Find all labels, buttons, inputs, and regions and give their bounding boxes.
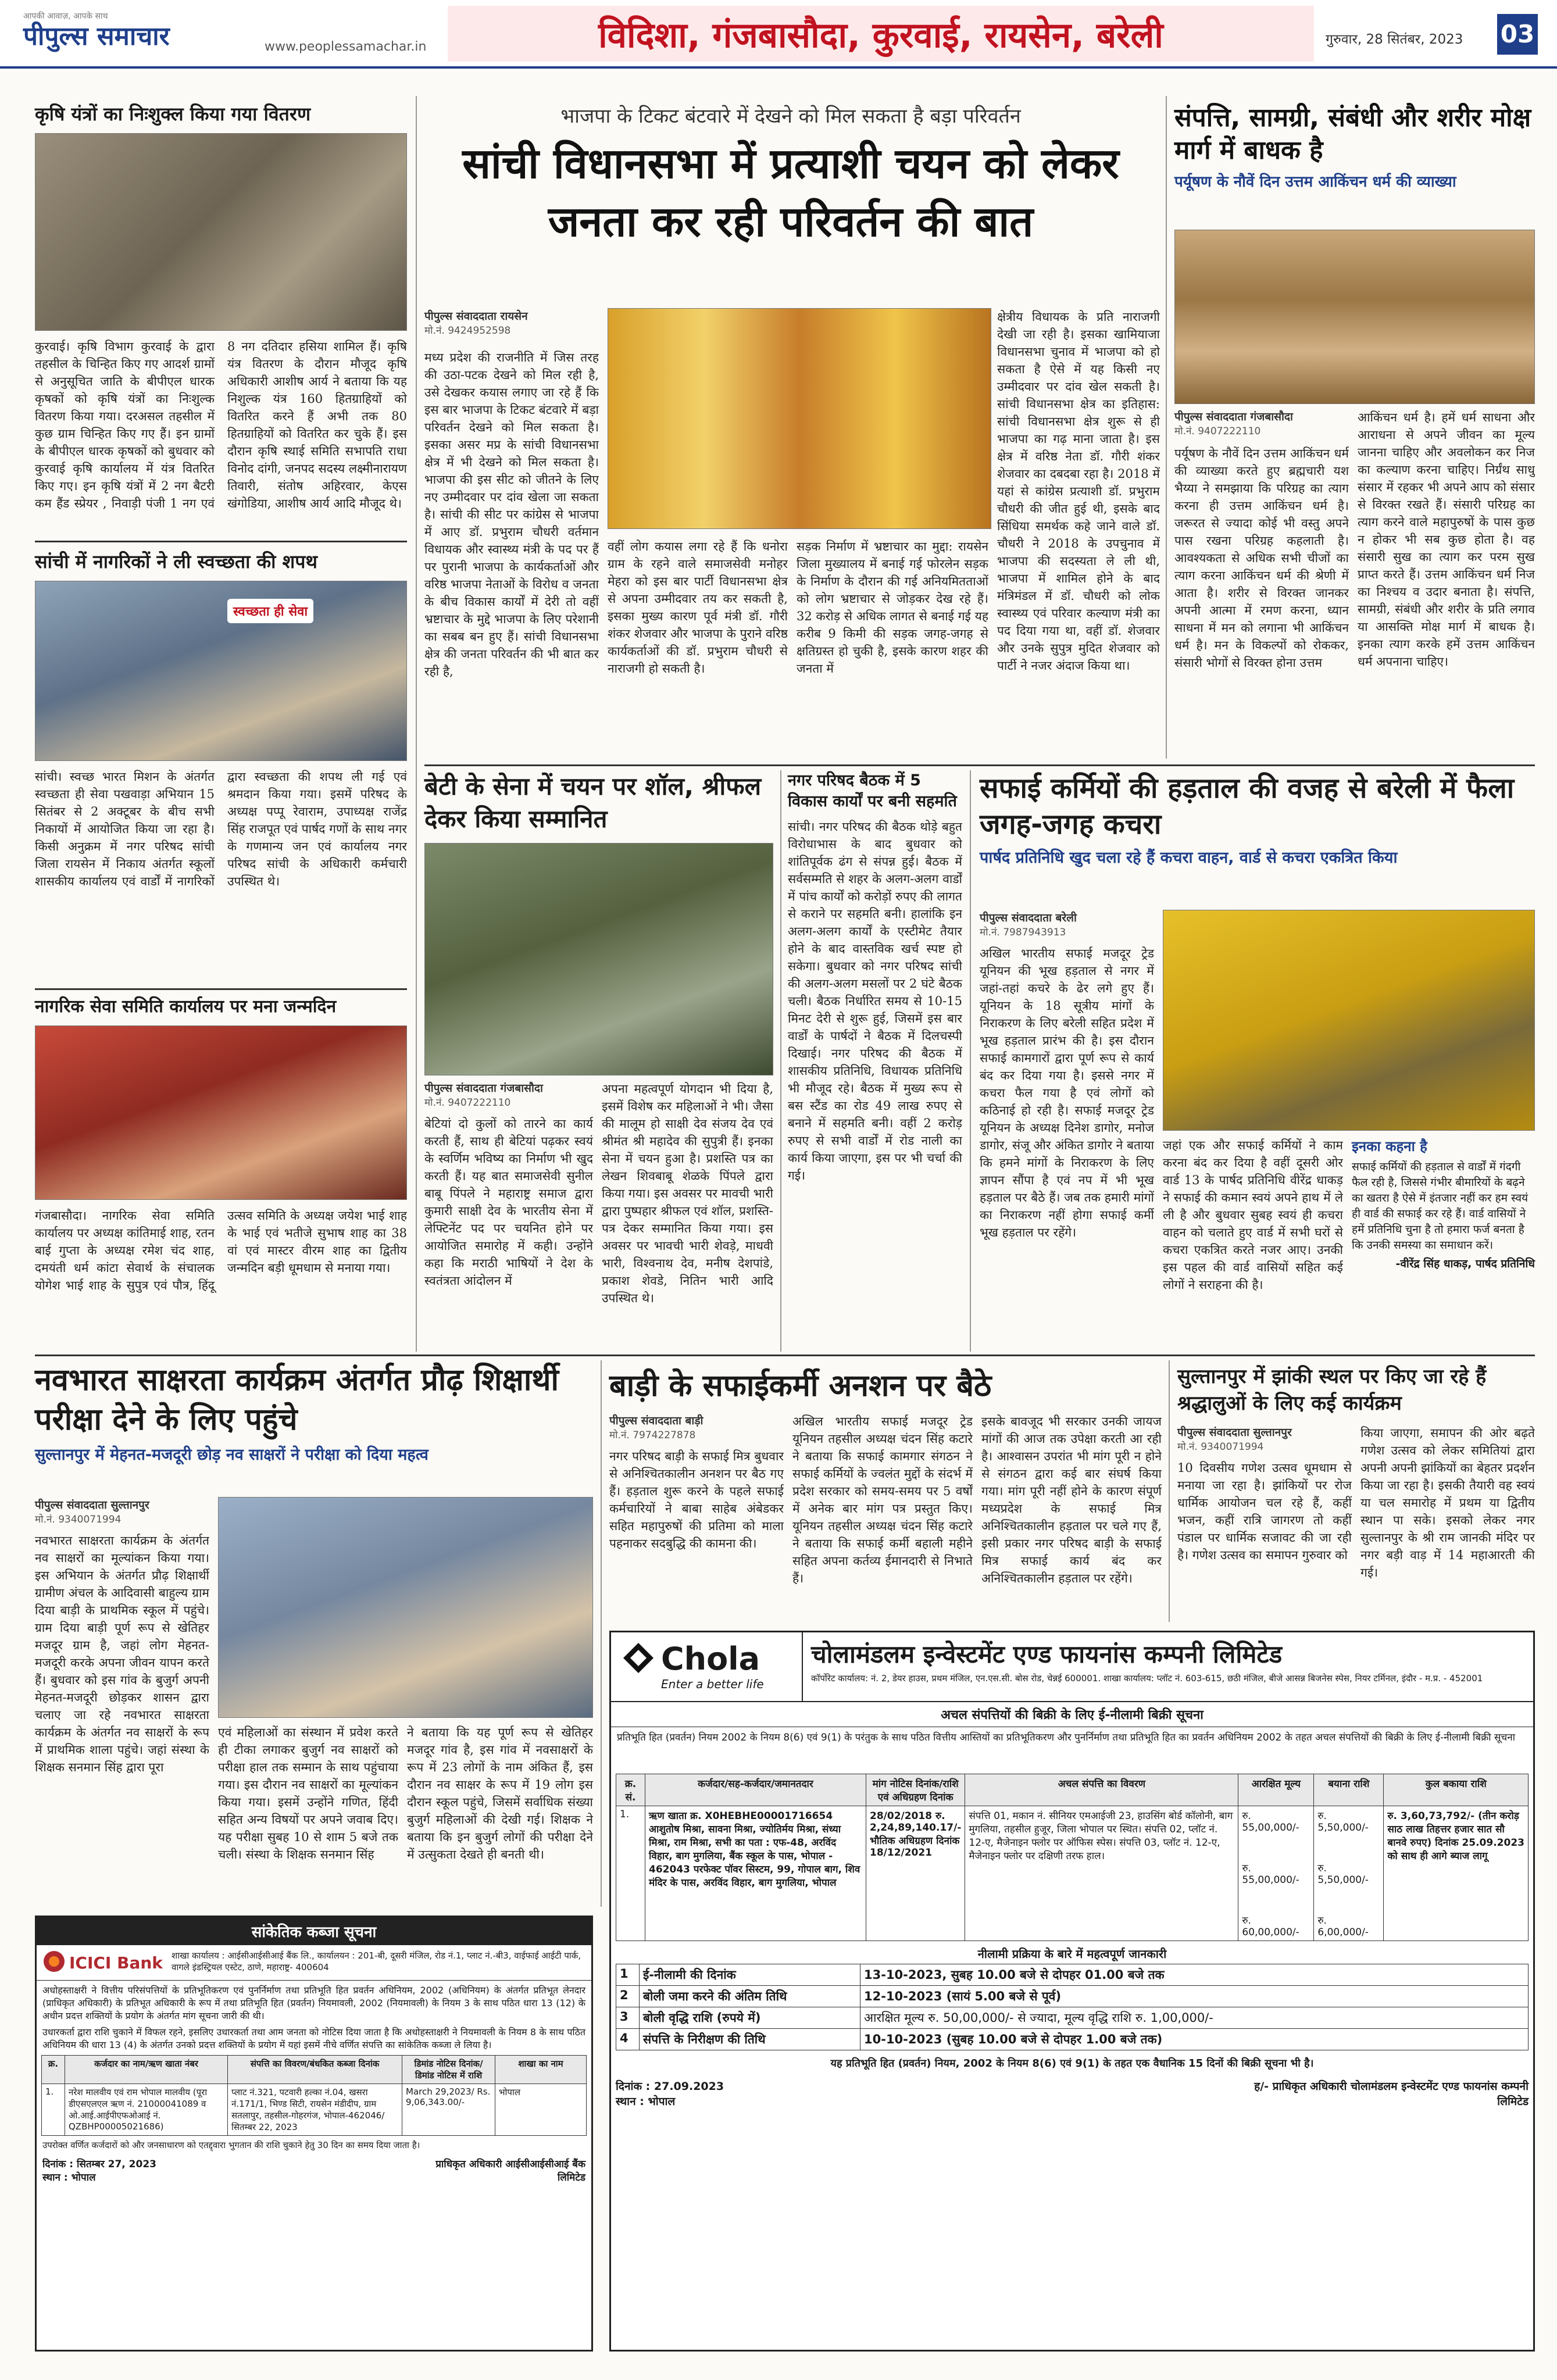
earnest-money: रु. 5,50,000/- [1317,1810,1369,1834]
sanchi-kicker: भाजपा के टिकट बंटवारे में देखने को मिल सकता है बड़ा परिवर्तन [560,105,1021,128]
story-janmadin-body: गंजबासौदा। नागरिक सेवा समिति कार्यालय पर अध्यक्ष कांतिमाई शाह, रतन बाई गुप्ता के अध्यक्ष रमेश चंद शाह, दमयंती धर्म कांटा सेवार्थ के संचालक योगेश भाई शाह के सुपुत्र एवं पौत्र, हिंदू उत्सव समिति के अध्यक्ष जयेश भाई शाह के भाई एवं भतीजे सुभाष शाह का 38 वां एवं मास्टर वीरम शाह का द्वितीय जन्मदिन बड़ी धूमधाम से मनाया गया। [35,1209,407,1292]
jhanki-col1: 10 दिवसीय गणेश उत्सव धूमधाम से मनाया जा रहा है। झांकियों पर रोज धार्मिक आयोजन चल रहे हैं, कहीं भजन, कहीं रात्रि जागरण तो कहीं पंडाल पर धार्मिक सजावट की जा रही है। गणेश उत्सव का समापन गुरुवार को [1177,1461,1352,1562]
quote-box [1352,1137,1535,1271]
candidates-photo [608,308,991,529]
saksharta-mobile: मो.नं. 9340071994 [35,1514,122,1525]
story-moksh [1174,102,1535,191]
divider [35,988,407,990]
safai-byline-box [980,910,1154,938]
quote-text: सफाई कर्मियों की हड़ताल से वार्डों में गंदगी फैल रही है, जिससे गंभीर बीमारियों के बढ़ने का खतरा है ऐसे में इंतजार नहीं कर हम स्वयं ही वार्ड की सफाई कर रहे हैं। वार्ड वासियों ने हमें प्रतिनिधि चुना है तो हमारा फर्ज बनता है कि उनकी समस्या का समाधान करें। [1352,1160,1529,1252]
chola-auction-notice [609,1631,1535,2352]
icici-table [41,2055,587,2136]
quote-title: इनका कहना है [1352,1138,1427,1155]
table-cell [1314,1806,1384,1941]
page-number: 03 [1497,14,1538,55]
column-divider [601,1360,602,1907]
table-cell: 3 [616,2007,640,2029]
beti-headline: बेटी के सेना में चयन पर शॉल, श्रीफल देकर किया सम्मानित [424,772,762,833]
sanchi-col1: मध्य प्रदेश की राजनीति में जिस तरह की उठा-पटक देखने को मिल रही है, उसे देखकर कयास लगाए जा रहे हैं कि इस बार भाजपा के टिकट बंटवारे में बड़ा परिवर्तन देखने को मिल सकता है। इसका असर मप्र के सांची विधानसभा क्षेत्र में भी देखने को मिल सकता है। भाजपा की इस सीट को जीतने के लिए नए उम्मीदवार पर दांव खेला जा सकता है। सांची की सीट पर कांग्रेस से भाजपा में आए डॉ. प्रभुराम चौधरी वर्तमान विधायक और स्वास्थ्य मंत्री के पद पर हैं पर पुरानी भाजपा के कार्यकर्ताओं और वरिष्ठ भाजपा नेताओं के विरोध व जनता के बीच विकास कार्यों में देरी तो वहीं भ्रष्टाचार के मुद्दे भाजपा के लिए परेशानी का सबब बन हुए हैं। सांची विधानसभा क्षेत्र की जनता परिवर्तन की भी बात कर रही है, [424,351,599,678]
beti-photo [424,843,773,1075]
story-sanchi-swachh-body: सांची। स्वच्छ भारत मिशन के अंतर्गत स्वच्छता ही सेवा पखवाड़ा अभियान 15 सितंबर से 2 अक्टूबर के बीच सभी निकायों में आयोजित किया जा रहा है। किसी अनुक्रम में नगर परिषद सांची जिला रायसेन में निकाय अंतर्गत स्कूलों शासकीय कार्यालय एवं वार्डों में नागरिकों द्वारा स्वच्छता की शपथ ली गई एवं श्रमदान किया गया। इसमें परिषद के अध्यक्ष पप्पू रेवाराम, उपाध्यक्ष राजेंद्र सिंह राजपूत एवं पार्षद गणों के साथ नगर के गणमान्य जन एवं कार्यालय नगर परिषद सांची के अधिकारी कर्मचारी उपस्थित थे। [35,770,407,888]
table-cell: बोली जमा करने की अंतिम तिथि [640,1986,860,2007]
table-header: संपत्ति का विवरण/बंधकित कब्जा दिनांक [228,2056,402,2084]
story-safai [980,770,1535,867]
saksharta-col2: एवं महिलाओं का संस्थान में प्रवेश करते ही टीका लगाकर बुजुर्ग नव साक्षरों को परीक्षा हाल तक सम्मान के साथ पहुंचाया गया। इस दौरान नव साक्षरों का मूल्यांकन किया गया। इसमें उन्होंने गणित, हिंदी सहित अन्य विषयों पर अपने जवाब दिए। यह परीक्षा सुबह 10 से शाम 5 बजे तक चली। संस्था के शिक्षक सनमान सिंह [218,1725,398,1861]
masthead [0,0,1557,69]
table-cell: 13-10-2023, सुबह 10.00 बजे से दोपहर 01.00 बजे तक [860,1964,1529,1986]
temple-photo [1174,230,1535,404]
column-divider [1166,96,1167,759]
site-url[interactable]: www.peoplessamachar.in [265,40,427,54]
column-divider [1169,1360,1170,1622]
icici-bank-name: ICICI Bank [69,1953,163,1972]
moksh-col2: आकिंचन धर्म है। हमें धर्म साधना और आराधना से अपने जीवन का मूल्य जानना चाहिए और अवलोकन कर निज का कल्याण करना चाहिए। निर्ग्रंथ साधु संसार में रहकर भी अपने आप को संसार से विरक्त रखते हैं। संसारी परिग्रह का त्याग करने वाले महापुरुषों के पास कुछ न होकर भी सब कुछ होता है। वह संसारी सुख का त्याग कर परम सुख प्राप्त करते हैं। उत्तम आकिंचन धर्म निज का निश्चय व उदार बनाता है। संपत्ति, सामग्री, संबंधी और शरीर के प्रति लगाव या आसक्ति मोक्ष मार्ग में बाधक है। इनका त्याग करके हमें उत्तम आकिंचन धर्म अपनाना चाहिए। [1358,410,1535,669]
table-header: बयाना राशि [1314,1774,1384,1806]
bari-byline-box [609,1413,784,1441]
table-header: कर्जदार/सह-कर्जदार/जमानतदार [645,1774,866,1806]
story-janmadin [35,995,407,1349]
section-title-bar [448,6,1314,62]
story-krishi [35,102,407,547]
beti-byline: पीपुल्स संवाददाता गंजबासौदा [424,1082,543,1095]
table-header: अचल संपत्ति का विवरण [965,1774,1238,1806]
table-row [616,1806,1529,1941]
divider [35,1355,1535,1356]
chola-logo-icon [622,1641,655,1677]
column-divider [780,770,781,1352]
table-cell: ऋण खाता क्र. X0HEBHE00001716654 आशुतोष मिश्रा, सावना मिश्रा, ज्योतिर्मय मिश्रा, संध्या मिश्रा, राम मिश्रा, सभी का पता : एफ-48, अरविंद विहार, बाग मुगलिया, बैंक स्कूल के पास, भोपाल - 462043 परफेक्ट पॉवर सिस्टम, 99, गोपाल बाग, शिव मंदिर के पास, अरविंद विहार, बाग मुगलिया, भोपाल [645,1806,866,1941]
section-title: विदिशा, गंजबासौदा, कुरवाई, रायसेन, बरेली [598,15,1163,56]
logo-tagline: आपकी आवाज़, आपके साथ [23,12,108,21]
chola-place: स्थान : भोपाल [616,2095,676,2108]
table-row [42,2084,587,2136]
safai-col2: जहां एक और सफाई कर्मियों ने काम करना बंद कर दिया है वहीं दूसरी ओर वार्ड 13 के पार्षद प्रतिनिधि वीरेंद्र धाकड़ ने सफाई की कमान स्वयं अपने हाथ में ले ली है और बुधवार सुबह स्वयं ही कचरा वाहन को चलाते हुए वार्ड में सभी घरों से कचरा एकत्रित करते नजर आए। उनकी इस पहल की वार्ड वासियों सहित कई लोगों ने सराहना की है। [1163,1138,1343,1292]
table-cell: आरक्षित मूल्य रु. 50,00,000/- से ज्यादा, मूल्य वृद्धि राशि रु. 1,00,000/- [860,2007,1529,2029]
table-cell: नरेश मालवीय एवं राम भोपाल मालवीय (पूरा डीएसएलएल ऋण नं. 21000041089 व ओ.आई.आईपीएफओआई नं. QZBHP00005021686) [65,2084,228,2136]
table-header: शाखा का नाम [495,2056,587,2084]
story-krishi-headline: कृषि यंत्रों का निःशुक्ल किया गया वितरण [35,103,311,125]
krishi-photo [35,133,407,331]
saksharta-col3: ने बताया कि यह पूर्ण रूप से खेतिहर मजदूर गांव है, इस गांव में नवसाक्षरों के रूप में 23 लोगों के नाम अंकित हैं, इस दौरान नव साक्षर के रूप में 19 लोग इस दौरान स्कूल पहुंचे, जिसमें सर्वाधिक संख्या बुजुर्ग महिलाओं की देखी गई। शिक्षक ने बताया कि इन बुजुर्ग लोगों की परीक्षा देने में उत्सुकता देखते ही बनती थी। [407,1725,593,1861]
nagar-body: सांची। नगर परिषद की बैठक थोड़े बहुत विरोधाभास के बाद बुधवार को शांतिपूर्वक ढंग से संपन्न हुई। बैठक में सर्वसम्मति से शहर के अलग-अलग वार्डों में पांच कार्यों को करोड़ों रुपए की लागत से कराने पर सहमति बनी। हालांकि इन अलग-अलग कार्यों के एस्टीमेट तैयार होने के बाद वास्तविक खर्च स्पष्ट हो सकेगा। बुधवार को नगर परिषद सांची की अलग-अलग मसलों पर 2 घंटे बैठक चली। बैठक निर्धारित समय से 10-15 मिनट देरी से शुरू हुई, जिसमें इस बार वार्डों के पार्षदों ने बैठक में दिलचस्पी दिखाई। नगर परिषद की बैठक में शासकीय प्रतिनिधि, विधायक प्रतिनिधि भी मौजूद रहे। बैठक में मुख्य रूप से बस स्टैंड का रोड 49 लाख रुपए से बनाने में सहमति बनी। वहीं 2 करोड़ रुपए से सभी वार्डों में रोड नाली का कार्य किया जाएगा, इस पर भी चर्चा की गई। [788,820,962,1182]
moksh-mobile: मो.नं. 9407222110 [1174,426,1261,437]
icici-body: अधोहस्ताक्षरी ने वित्तीय परिसंपत्तियों के प्रतिभूतिकरण एवं पुनर्निर्माण तथा प्रतिभूति हित प्रवर्तन अधिनियम, 2002 (अधिनियम) के अंतर्गत प्रतिभूत लेनदार (प्राधिकृत अधिकारी) के प्रतिभूत अधिकारी के रूप में तथा प्रतिभूति हित (प्रवर्तन) नियमावली, 2002 (नियमावली) के नियम 3 के साथ पठित धारा 13 (12) के अधीन प्रदत्त शक्तियों के प्रयोग के अंतर्गत मांग सूचना जारी की थी। [42,1985,585,2021]
table-header: कुल बकाया राशि [1384,1774,1529,1806]
sanchi-byline: पीपुल्स संवाददाता रायसेन [424,310,528,323]
safai-col1: अखिल भारतीय सफाई मजदूर ट्रेड यूनियन की भूख हड़ताल से नगर में जहां-तहां कचरे के ढेर लगे हुए हैं। यूनियन के 18 सूत्रीय मांगों के निराकरण के लिए बरेली सहित प्रदेश में भूख हड़ताल प्रारंभ की है। इस दौरान सफाई कामगारों द्वारा पूर्ण रूप से कार्य बंद कर दिया गया है। इससे नगर में कचरा फैल गया है एवं लोगों को कठिनाई हो रही है। सफाई मजदूर ट्रेड यूनियन के अध्यक्ष दिनेश डागोर, मनोज डागोर, संजू और अंकित डागोर ने बताया कि हमने मांगों के निराकरण के लिए ज्ञापन सौंपा है एवं नप में भी भूख हड़ताल पर बैठे हैं। जब तक हमारी मांगों का निराकरण नहीं होगा सफाई कर्मी भूख हड़ताल पर रहेंगे। [980,946,1154,1239]
story-nagar [788,770,962,1312]
story-jhanki [1177,1363,1535,1417]
table-cell: 4 [616,2029,640,2050]
chola-signature: ह/- प्राधिकृत अधिकारी चोलामंडलम इन्वेस्टमेंट एण्ड फायनांस कम्पनी लिमिटेड [1254,2080,1529,2108]
table-cell: रु. 3,60,73,792/- (तीन करोड़ साठ लाख तिहत्तर हजार सात सौ बानवे रुपए) दिनांक 25.09.2023 को साथ ही आगे ब्याज लागू [1384,1806,1529,1941]
nagar-headline: नगर परिषद बैठक में 5 विकास कार्यों पर बनी सहमति [788,771,957,810]
table-header: क्र. सं. [616,1774,645,1806]
story-sanchi-main [424,102,1157,251]
table-row [616,2007,1529,2029]
sanchi-col4: क्षेत्रीय विधायक के प्रति नाराजगी देखी जा रही है। इसका खामियाजा विधानसभा चुनाव में भाजपा को हो सकता है ऐसे में यह किसी नए उम्मीदवार पर दांव खेल सकती है। सांची विधानसभा क्षेत्र का इतिहास: सांची विधानसभा क्षेत्र शुरू से ही भाजपा का गढ़ माना जाता है। इस क्षेत्र में वरिष्ठ नेता डॉ. गौरी शंकर शेजवार का दबदबा रहा है। 2018 में यहां से कांग्रेस प्रत्याशी डॉ. प्रभुराम चौधरी की जीत हुई थी, इसके बाद सिंधिया समर्थक कहे जाने वाले डॉ. चौधरी ने 2018 के उपचुनाव में भाजपा की सदस्यता ले ली थी, भाजपा में शामिल होने के बाद मंत्रिमंडल में डॉ. चौधरी को लोक स्वास्थ्य एवं परिवार कल्याण मंत्री का पद दिया गया था, वहीं डॉ. शेजवार और उनके सुपुत्र मुदित शेजवार को पार्टी ने नजर अंदाज किया था। [997,310,1160,673]
table-header: डिमांड नोटिस दिनांक/डिमांड नोटिस में राशि [402,2056,495,2084]
icici-possession-notice [35,1916,593,2352]
safai-headline: सफाई कर्मियों की हड़ताल की वजह से बरेली में फैला जगह-जगह कचरा [980,772,1515,841]
icici-title: सांकेतिक कब्जा सूचना [37,1917,591,1945]
table-cell: 1. [42,2084,65,2136]
earnest-money: रु. 6,00,000/- [1317,1915,1369,1938]
chola-footnote: यह प्रतिभूति हित (प्रवर्तन) नियम, 2002 के नियम 8(6) एवं 9(1) के तहत एक वैधानिक 15 दिनों की बिक्री सूचना भी है। [830,2057,1314,2070]
table-cell: 2 [616,1986,640,2007]
janmadin-photo [35,1025,407,1200]
jhanki-byline-box [1177,1424,1352,1453]
story-beti [424,770,773,835]
reserve-price: रु. 55,00,000/- [1242,1863,1299,1886]
moksh-byline-box [1174,409,1349,437]
table-cell: 28/02/2018 रु. 2,24,89,140.17/- भौतिक अधिग्रहण दिनांक 18/12/2021 [866,1806,965,1941]
chola-brand: Chola [661,1641,760,1677]
moksh-headline: संपत्ति, सामग्री, संबंधी और शरीर मोक्ष मार्ग में बाधक है [1174,103,1531,165]
story-janmadin-headline: नागरिक सेवा समिति कार्यालय पर मना जन्मदिन [35,996,337,1017]
beti-byline-box [424,1080,599,1109]
table-header: क्र. [42,2056,65,2084]
exam-photo [218,1497,593,1718]
sanchi-headline: सांची विधानसभा में प्रत्याशी चयन को लेकर जनता कर रही परिवर्तन की बात [462,139,1119,246]
table-row [616,2029,1529,2050]
table-header: कर्जदार का नाम/ऋण खाता नंबर [65,2056,228,2084]
bari-mobile: मो.नं. 7974227878 [609,1430,696,1441]
story-krishi-body: कुरवाई। कृषि विभाग कुरवाई के द्वारा तहसील के चिन्हित किए गए आदर्श ग्रामों से अनुसूचित जाति के बीपीएल धारक कृषकों को कृषि यंत्रों का निःशुल्क वितरण किया गया। दरअसल तहसील में कुछ ग्राम चिन्हित किए गए हैं। इन ग्रामों के बीपीएल धारक कृषकों को बुधवार को कुरवाई कृषि कार्यालय में यंत्र वितरित किए गए। इन कृषि यंत्रों में 2 नग बैटरी कम हैंड स्प्रेयर , निवाड़ी पंजी 1 नग एवं 8 नग दतिदार हसिया शामिल हैं। कृषि यंत्र वितरण के दौरान मौजूद कृषि अधिकारी आशीष आर्य ने बताया कि यह निशुल्क यंत्र 160 हितग्राहियों को वितरित करने हैं अभी तक 80 हितग्राहियों को वितरित कर चुके हैं। इस दौरान कृषि स्थाई समिति सभापति राधा विनोद दांगी, जनपद सदस्य लक्ष्मीनारायण तिवारी, संतोष अहिरवार, केएस खंगोडिया, आशीष आर्य आदि मौजूद थे। [35,340,407,510]
saksharta-byline: पीपुल्स संवाददाता सुल्तानपुर [35,1499,149,1511]
table-cell: 1 [616,1964,640,1986]
table-cell: बोली वृद्धि राशि (रुपये में) [640,2007,860,2029]
icici-date: दिनांक : सितम्बर 27, 2023 [42,2159,156,2170]
chola-date: दिनांक : 27.09.2023 [616,2080,724,2093]
chola-company: चोलामंडलम इन्वेस्टमेंट एण्ड फायनांस कम्पनी लिमिटेड [811,1640,1283,1668]
table-cell: प्लाट नं.321, पटवारी हल्का नं.04, खसरा नं.171/1, भिण्ड सिटी, रायसेन मंडीदीप, ग्राम सतलापुर, तहसील-गोहरगंज, भोपाल-462046/सितम्बर 22, 2023 [228,2084,402,2136]
reserve-price: रु. 60,00,000/- [1242,1915,1299,1938]
saksharta-subhead: सुल्तानपुर में मेहनत-मजदूरी छोड़ नव साक्षरों ने परीक्षा को दिया महत्व [35,1446,428,1464]
chola-tagline: Enter a better life [661,1677,764,1691]
bari-headline: बाड़ी के सफाईकर्मी अनशन पर बैठे [609,1368,992,1403]
logo-text: पीपुल्स समाचार [23,22,170,51]
table-cell: संपत्ति 01, मकान नं. सीनियर एमआईजी 23, हाउसिंग बोर्ड कॉलोनी, बाग मुगलिया, तहसील हुजूर, जिला भोपाल पर स्थित। संपत्ति 02, प्लॉट नं. 12-ए, मैजेनाइन फ्लोर पर ऑफिस स्पेस। संपत्ति 03, प्लॉट नं. 12-ए, मैजेनाइन फ्लोर पर दक्षिणी तरफ हाल। [965,1806,1238,1941]
moksh-subhead: पर्यूषण के नौवें दिन उत्तम आकिंचन धर्म की व्याख्या [1174,173,1456,191]
table-header: मांग नोटिस दिनांक/राशि एवं अधिग्रहण दिनांक [866,1774,965,1806]
issue-date: गुरुवार, 28 सितंबर, 2023 [1326,32,1463,47]
bari-byline: पीपुल्स संवाददाता बाड़ी [609,1414,703,1427]
table-cell: संपत्ति के निरीक्षण की तिथि [640,2029,860,2050]
sanchi-byline-box [424,308,599,337]
saksharta-byline-box [35,1497,209,1525]
swachhata-banner: स्वच्छता ही सेवा [227,599,313,623]
schedule-title: नीलामी प्रक्रिया के बारे में महत्वपूर्ण जानकारी [977,1947,1167,1961]
beti-col2: अपना महत्वपूर्ण योगदान भी दिया है, इसमें विशेष कर महिलाओं ने भी। जैसा की मालूम हो साक्षी देव संजय देव एवं श्रीमंत श्री महादेव की सुपुत्री हैं। इनका सेना में चयन हुआ है। प्रशस्ति पत्र का लेखन शिवबाबू शेळके पिंपले द्वारा किया गया। इस अवसर पर मावची भारी द्वारा पुष्पहार श्रीफल एवं शॉल, प्रशस्ति-पत्र देकर सम्मानित किया गया। इस अवसर पर भावची भारी शेवड़े, माधवी भारी, विश्वनाथ देव, मनीष देशपांडे, प्रकाश शेवडे, नितिन भारी आदि उपस्थित थे। [602,1082,773,1305]
column-divider [416,96,417,1352]
icici-signature: प्राधिकृत अधिकारी आईसीआईसीआई बैंक लिमिटेड [435,2159,585,2184]
safai-mobile: मो.नं. 7987943913 [980,927,1066,938]
bari-col1: नगर परिषद बाड़ी के सफाई मित्र बुधवार से अनिश्चितकालीन अनशन पर बैठ गए हैं। हड़ताल शुरू करने के पहले सफाई कर्मचारियों ने बाबा साहेब अंबेडकर सहित महापुरुषों की प्रतिमा को माला पहनाकर सदबुद्धि की कामना की। [609,1449,784,1550]
table-cell: 10-10-2023 (सुबह 10.00 बजे से दोपहर 1.00 बजे तक) [860,2029,1529,2050]
icici-place: स्थान : भोपाल [42,2172,96,2184]
bari-col3: इसके बावजूद भी सरकार उनकी जायज मांगों की आज तक उपेक्षा करती आ रही है। आश्वासन उपरांत भी मांग पूरी न होने से संगठन द्वारा कई बार संघर्ष किया गया। मांग पूरी नहीं होने के कारण संपूर्ण मध्यप्रदेश के सफाई मित्र अनिश्चितकालीन हड़ताल पर चले गए हैं, इसी प्रकार नगर परिषद बाड़ी के सफाई मित्र सफाई कार्य बंद कर अनिश्चितकालीन हड़ताल पर रहेंगे। [981,1414,1162,1585]
moksh-col1: पर्यूषण के नौवें दिन उत्तम आकिंचन धर्म की व्याख्या करते हुए ब्रह्मचारी यश भैय्या ने समझाया कि परिग्रह का त्याग करना ही उत्तम आकिंचन धर्म है। जरूरत से ज्यादा कोई भी वस्तु अपने पास रखना परिग्रह कहलाती है। आवश्यकता से अधिक सभी चीजों का त्याग करना आकिंचन धर्म की श्रेणी में आता है। शरीर से विरक्त जानकर अपनी आत्मा में रमण करना, ध्यान साधना में मन को लगाना भी आकिंचन धर्म है। मन के विकल्पों को रोककर, संसारी भोगों से विरक्त होना उत्तम [1174,446,1349,670]
table-cell: भोपाल [495,2084,587,2136]
icici-footer: उपरोक्त वर्णित कर्जदारों को और जनसाधारण को एतद्द्वारा भुगतान की राशि चुकाने हेतु 30 दिन का समय दिया जाता है। [42,2140,420,2150]
jhanki-headline: सुल्तानपुर में झांकी स्थल पर किए जा रहे हैं श्रद्धालुओं के लिए कई कार्यक्रम [1177,1365,1487,1415]
sanchi-col3: सड़क निर्माण में भ्रष्टाचार का मुद्दा: रायसेन जिला मुख्यालय में बनाई गई फोरलेन सड़क के निर्माण के दौरान की गई अनियमितताओं को लोग भ्रष्टाचार से जोड़कर देख रहे हैं। 32 करोड़ से अधिक लागत से बनाई गई यह करीब 9 किमी की सड़क जगह-जगह से क्षतिग्रस्त हो चुकी है, इसके कारण शहर की जनता में [797,539,988,676]
table-header: आरक्षित मूल्य [1238,1774,1314,1806]
newspaper-logo[interactable] [23,10,262,58]
reserve-price: रु. 55,00,000/- [1242,1810,1299,1834]
table-row [616,1964,1529,1986]
story-bari [609,1366,1162,1406]
sanchi-col2: वहीं लोग कयास लगा रहे हैं कि धनोरा ग्राम के रहने वाले समाजसेवी मनोहर मेहरा को इस बार पार्टी विधानसभा क्षेत्र से अपना उम्मीदवार तय कर सकती है, इसका मुख्य कारण पूर्व मंत्री डॉ. गौरी शंकर शेजवार और भाजपा के पुराने वरिष्ठ कार्यकर्ताओं की डॉ. प्रभुराम चौधरी से नाराजगी हो सकती है। [608,539,788,676]
divider [424,764,1535,766]
swachhata-photo [35,581,407,761]
chola-intro: प्रतिभूति हित (प्रवर्तन) नियम 2002 के नियम 8(6) एवं 9(1) के परंतुक के साथ पठित वित्तीय आस्तियों का प्रतिभूतिकरण और पुनर्निर्माण तथा प्रतिभूति हित का प्रवर्तन अधिनियम 2002 के तहत अचल संपत्तियों की बिक्री के लिए ई-नीलामी बिक्री सूचना [617,1732,1516,1743]
story-sanchi-swachh [35,549,407,960]
chola-property-table [616,1774,1529,1941]
safai-subhead: पार्षद प्रतिनिधि खुद चला रहे हैं कचरा वाहन, वार्ड से कचरा एकत्रित किया [980,849,1398,867]
table-cell: ई-नीलामी की दिनांक [640,1964,860,1986]
column-divider [970,770,971,1352]
divider [35,541,407,542]
icici-body2: उधारकर्ता द्वारा राशि चुकाने में विफल रहने, इसलिए उधारकर्ता तथा आम जनता को नोटिस दिया जाता है कि अधोहस्ताक्षरी ने नियमावली के नियम 8 के साथ पठित अधिनियम की धारा 13 (4) के अंतर्गत उनको प्रदत्त शक्तियों के प्रयोग में यहां इसमें नीचे वर्णित संपत्ति का सांकेतिक कब्जा ले लिया है। [42,2027,585,2050]
auction-schedule-table [616,1964,1529,2050]
table-cell: 1. [616,1806,645,1941]
beti-mobile: मो.नं. 9407222110 [424,1097,511,1109]
chola-notice-title: अचल संपत्तियों की बिक्री के लिए ई-नीलामी बिक्री सूचना [611,1702,1533,1727]
table-row [616,1986,1529,2007]
table-cell: 12-10-2023 (सायं 5.00 बजे से पूर्व) [860,1986,1529,2007]
chola-logo [611,1632,803,1701]
table-cell: March 29,2023/ Rs. 9,06,343.00/- [402,2084,495,2136]
saksharta-col1: नवभारत साक्षरता कार्यक्रम के अंतर्गत नव साक्षरों का मूल्यांकन किया गया। इस अभियान के अंतर्गत प्रौढ़ शिक्षार्थी ग्रामीण अंचल के आदिवासी बाहुल्य ग्राम दिया बाड़ी के प्राथमिक स्कूल में पहुंचे। ग्राम दिया बाड़ी पूर्ण रूप से खेतिहर मजदूर ग्राम है, जहां लोग मेहनत-मजदूरी करके अपना जीवन यापन करते हैं। बुधवार को इस गांव के बुजुर्ग अपनी मेहनत-मजदूरी छोड़कर शासन द्वारा चलाए जा रहे नवभारत साक्षरता कार्यक्रम के अंतर्गत नव साक्षरों के रूप में प्राथमिक शाला पहुंचे। जहां संस्था के शिक्षक सनमान सिंह द्वारा पूरा [35,1534,209,1774]
jhanki-col2: किया जाएगा, समापन की ओर बढ़ते गणेश उत्सव को लेकर समितियां द्वारा अपनी अपनी झांकियों का बेहतर प्रदर्शन किया जा रहा है। इसकी तैयारी वह स्वयं या चल समारोह में प्रथम या द्वितीय स्थान पा सके। इसको लेकर नगर सुल्तानपुर के श्री राम जानकी मंदिर पर नगर बड़ी वाड़ में 14 महाआरती की गई। [1360,1426,1535,1579]
icici-office: शाखा कार्यालय : आईसीआईसीआई बैंक लि., कार्यालयन : 201-बी, दूसरी मंजिल, रोड नं.1, प्लाट नं.-बी3, वाईफाई आईटी पार्क, वागले इंडस्ट्रियल एस्टेट, ठाणे, महाराष्ट्र- 400604 [172,1950,581,1972]
saksharta-headline: नवभारत साक्षरता कार्यक्रम अंतर्गत प्रौढ़ शिक्षार्थी परीक्षा देने के लिए पहुंचे [35,1363,559,1437]
jhanki-byline: पीपुल्स संवाददाता सुल्तानपुर [1177,1426,1292,1439]
bari-col2: अखिल भारतीय सफाई मजदूर ट्रेड यूनियन तहसील अध्यक्ष चंदन सिंह कटारे ने बताया कि सफाई कामगार संगठन ने सफाई कर्मियों के ज्वलंत मुद्दों के संदर्भ में प्रदेश सरकार को समय-समय पर 5 वर्षों में अनेक बार मांग पत्र प्रस्तुत किए। यूनियन तहसील अध्यक्ष चंदन सिंह कटारे ने बताया कि सफाई कर्मी बहाली महीने सहित अपना कर्तव्य ईमानदारी से निभाते हैं। [792,1414,973,1585]
garbage-vehicle-photo [1163,910,1535,1131]
story-saksharta [35,1360,593,1464]
beti-col1: बेटियां दो कुलों को तारने का कार्य करती हैं, साथ ही बेटियां पढ़कर स्वयं के स्वर्णिम भविष्य का निर्माण भी खुद करती हैं। यह बात समाजसेवी सुनील बाबू पिंपले ने महाराष्ट्र समाज द्वारा कुमारी साक्षी देव के भारतीय सेना में लेफ्टिनेंट पद पर चयनित होने पर आयोजित समारोह में कही। उन्होंने कहा कि मराठी भाषियों ने देश के स्वतंत्रता आंदोलन में [424,1117,593,1288]
sanchi-mobile: मो.नं. 9424952598 [424,325,511,337]
moksh-byline: पीपुल्स संवाददाता गंजबासौदा [1174,410,1293,423]
jhanki-mobile: मो.नं. 9340071994 [1177,1441,1264,1453]
quote-author: -वीरेंद्र सिंह धाकड़, पार्षद प्रतिनिधि [1395,1257,1535,1270]
earnest-money: रु. 5,50,000/- [1317,1863,1369,1886]
safai-byline: पीपुल्स संवाददाता बरेली [980,912,1077,924]
story-sanchi-swachh-headline: सांची में नागरिकों ने ली स्वच्छता की शपथ [35,551,317,573]
table-cell [1238,1806,1314,1941]
icici-logo [42,1950,165,1975]
icici-logo-icon [42,1950,66,1975]
chola-address: कॉर्पोरेट कार्यालय: नं. 2, डेयर हाउस, प्रथम मंजिल, एन.एस.सी. बोस रोड, चेन्नई 600001. शाखा कार्यालय: प्लॉट नं. 603-615, छठी मंजिल, बीजे आसन्न बिजनेस स्पेस, नियर टर्मिनल, इंदौर - म.प्र. - 452001 [811,1673,1483,1684]
